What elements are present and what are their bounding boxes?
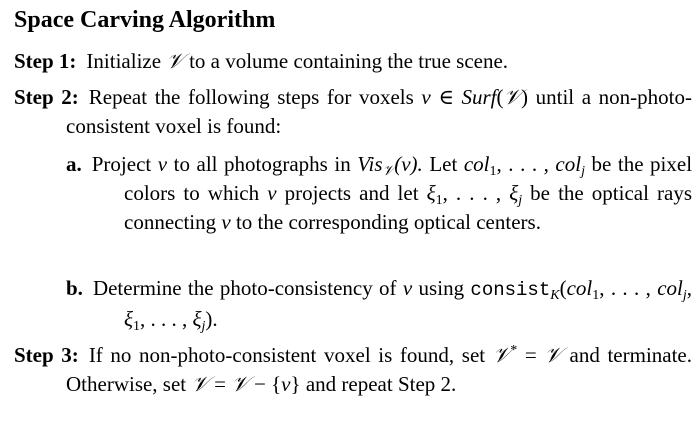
comma: ,: [686, 276, 692, 300]
step-3-text-end: and repeat Step 2.: [300, 372, 457, 396]
equals-sign: =: [208, 372, 232, 396]
set-close: }: [290, 372, 301, 396]
color-symbol: col: [555, 152, 582, 176]
volume-symbol: 𝒱: [231, 372, 249, 396]
color-subscript: 1: [489, 164, 497, 179]
surf-function: Surf: [461, 85, 497, 109]
ray-symbol: ξ: [426, 181, 436, 205]
step-2-text-end: until a non-photo-consistent voxel is found:: [66, 85, 692, 138]
color-subscript: j: [682, 288, 687, 303]
volume-symbol: 𝒱: [503, 85, 522, 109]
ellipsis: , . . . ,: [140, 307, 193, 331]
substep-a: [66, 150, 692, 237]
step-2-label: Step 2:: [14, 85, 79, 109]
volume-symbol: 𝒱: [166, 49, 184, 73]
step-3: [14, 341, 692, 399]
substep-a-text-3: Let: [422, 152, 464, 176]
step-3-label: Step 3:: [14, 343, 79, 367]
step-3-text-2: and terminate. Otherwise, set: [66, 343, 692, 396]
volume-symbol: 𝒱: [544, 343, 562, 367]
voxel-symbol: v: [221, 210, 231, 234]
ray-symbol: ξ: [192, 307, 202, 331]
ellipsis: , . . . ,: [599, 276, 658, 300]
voxel-symbol: v: [402, 276, 413, 300]
algorithm-title: Space Carving Algorithm: [14, 7, 276, 33]
ellipsis: , . . . ,: [496, 152, 556, 176]
equals-sign: =: [517, 343, 545, 367]
ray-symbol: ξ: [509, 181, 519, 205]
substep-a-text-5: projects and let: [276, 181, 427, 205]
ray-subscript: 1: [435, 193, 443, 208]
step-1: [14, 47, 692, 76]
element-of-symbol: ∈: [430, 85, 462, 109]
voxel-symbol: v: [281, 372, 291, 396]
ray-symbol: ξ: [124, 307, 133, 331]
substep-a-text: Project: [91, 152, 158, 176]
paren-close: ).: [205, 307, 218, 331]
substep-a-label: a.: [66, 152, 82, 176]
color-symbol: col: [463, 152, 490, 176]
step-2: [14, 83, 692, 141]
ray-subscript: 1: [133, 319, 140, 334]
color-symbol: col: [657, 276, 683, 300]
step-1-text: Initialize: [86, 49, 167, 73]
final-volume-symbol: 𝒱: [492, 343, 511, 367]
star-superscript: *: [510, 343, 518, 358]
consist-subscript: K: [550, 288, 560, 303]
substep-b: [66, 274, 692, 334]
substep-a-text-4: be the pixel colors to which: [124, 152, 692, 205]
step-1-label: Step 1:: [14, 49, 77, 73]
color-subscript: 1: [592, 288, 600, 303]
substep-a-text-7: to the corresponding optical centers.: [230, 210, 541, 234]
paren-open: (: [496, 85, 504, 109]
substep-b-text: Determine the photo-consistency of: [92, 276, 403, 300]
color-subscript: j: [581, 164, 585, 179]
consist-function: consist: [470, 279, 551, 301]
set-minus-open: − {: [248, 372, 282, 396]
vis-subscript: 𝒱: [382, 163, 395, 179]
volume-symbol: 𝒱: [191, 372, 209, 396]
step-3-text: If no non-photo-consistent voxel is found, set: [88, 343, 493, 367]
color-symbol: col: [566, 276, 593, 300]
substep-b-text-2: using: [412, 276, 471, 300]
substep-a-text-2: to all photographs in: [167, 152, 358, 176]
substep-b-label: b.: [66, 276, 83, 300]
ellipsis: , . . . ,: [442, 181, 510, 205]
ray-subscript: j: [518, 193, 523, 208]
vis-function: Vis: [357, 152, 383, 176]
step-1-text-end: to a volume containing the true scene.: [183, 49, 509, 73]
paren-close: ): [521, 85, 529, 109]
voxel-symbol: v: [267, 181, 277, 205]
vis-argument: (v).: [394, 152, 423, 176]
voxel-symbol: v: [157, 152, 168, 176]
substep-a-text-6: be the optical rays connecting: [124, 181, 692, 234]
voxel-symbol: v: [421, 85, 431, 109]
step-2-text: Repeat the following steps for voxels: [88, 85, 422, 109]
ray-subscript: j: [201, 319, 206, 334]
paren-open: (: [559, 276, 567, 300]
